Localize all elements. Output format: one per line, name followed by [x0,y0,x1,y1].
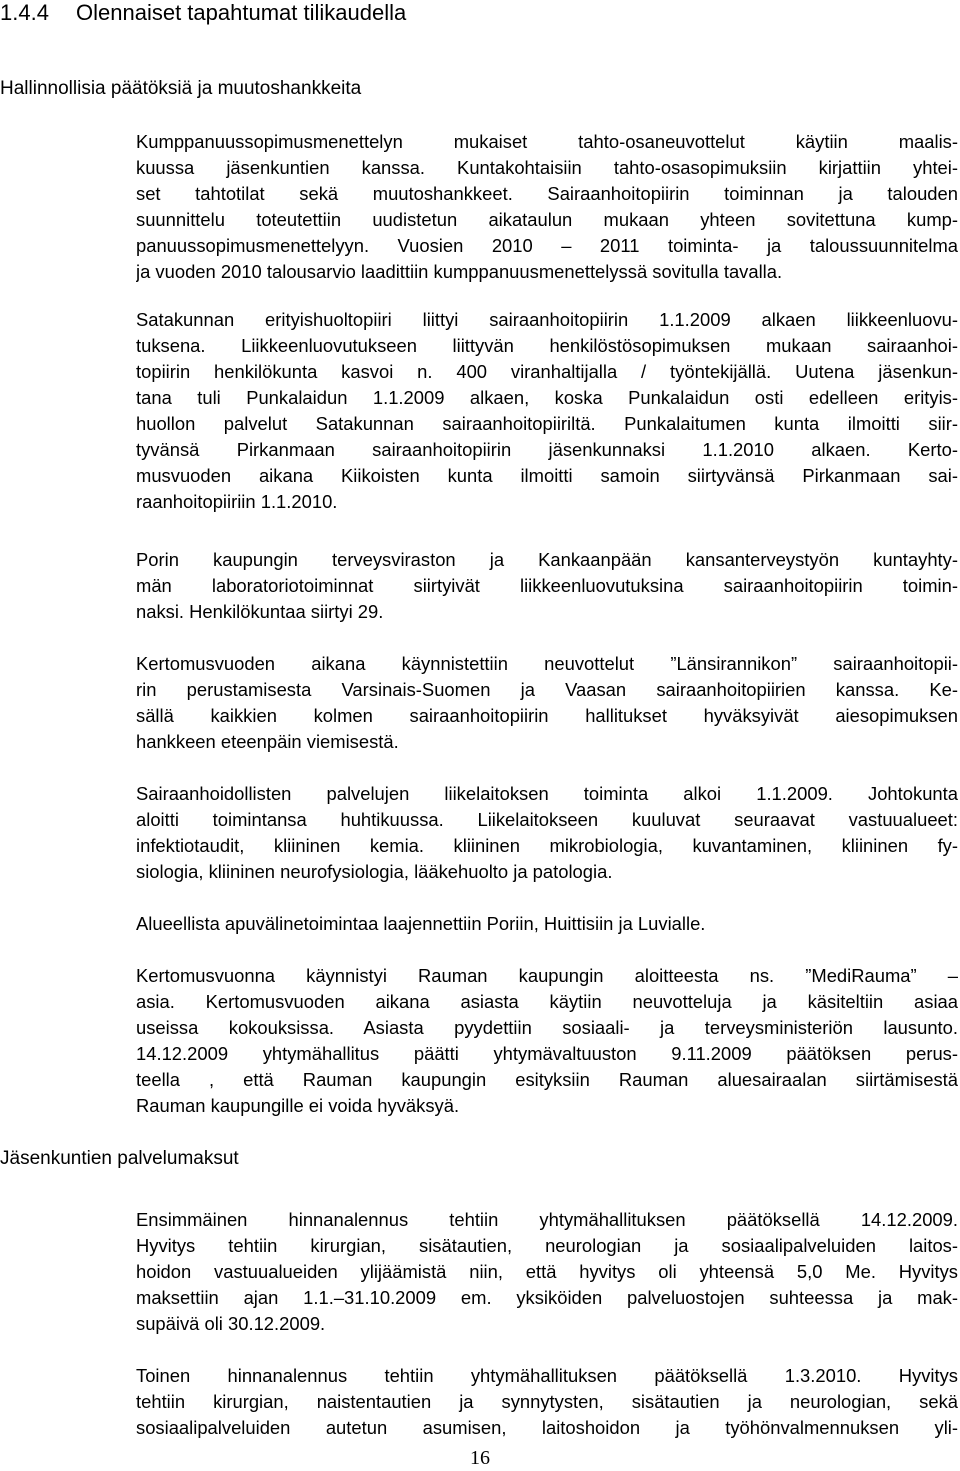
text-line: musvuoden aikana Kiikoisten kunta ilmoitti samoin siirtyvänsä Pirkanmaan sai- [136,465,958,486]
text-line: Hyvitys tehtiin kirurgian, sisätautien, neurologian ja sosiaalipalveluiden laitos- [136,1235,958,1256]
paragraph-laboratoriotoiminnat [136,547,958,625]
subheading-hallinnollisia: Hallinnollisia päätöksiä ja muutoshankkeita [0,78,362,99]
text-line: siologia, kliininen neurofysiologia, lääkehuolto ja patologia. [136,861,613,882]
text-line: sällä kaikkien kolmen sairaanhoitopiirin hallitukset hyväksyivät aiesopimuksen [136,705,958,726]
text-line: set tahtotilat sekä muutoshankkeet. Sairaanhoitopiirin toiminnan ja talouden [136,183,958,204]
subheading-palvelumaksut: Jäsenkuntien palvelumaksut [0,1148,239,1169]
text-line: Satakunnan erityishuoltopiiri liittyi sairaanhoitopiirin 1.1.2009 alkaen liikkeenluovu- [136,309,958,330]
text-line: män laboratoriotoiminnat siirtyivät liikkeenluovutuksina sairaanhoitopiirin toimin- [136,575,958,596]
text-line: teella , että Rauman kaupungin esityksiin Rauman aluesairaalan siirtämisestä [136,1069,958,1090]
text-line: maksettiin ajan 1.1.–31.10.2009 em. yksiköiden palveluostojen suhteessa ja mak- [136,1287,958,1308]
paragraph-lansirannikko [136,651,958,755]
text-line: Kertomusvuoden aikana käynnistettiin neuvottelut ”Länsirannikon” sairaanhoitopii- [136,653,958,674]
text-line: 14.12.2009 yhtymähallitus päätti yhtymävaltuuston 9.11.2009 päätöksen perus- [136,1043,958,1064]
text-line: sosiaalipalveluiden autetun asumisen, laitoshoidon ja työhönvalmennuksen yli- [136,1417,958,1438]
text-line: huollon palvelut Satakunnan sairaanhoitopiiriltä. Punkalaitumen kunta ilmoitti siir- [136,413,958,434]
text-line: Sairaanhoidollisten palvelujen liikelaitoksen toiminta alkoi 1.1.2009. Johtokunta [136,783,958,804]
text-line: Kertomusvuonna käynnistyi Rauman kaupungin aloitteesta ns. ”MediRauma” – [136,965,958,986]
text-line: Ensimmäinen hinnanalennus tehtiin yhtymähallituksen päätöksellä 14.12.2009. [136,1209,958,1230]
text-line: asia. Kertomusvuoden aikana asiasta käytiin neuvotteluja ja käsiteltiin asiaa [136,991,958,1012]
paragraph-apuvalinetoiminta [136,911,958,937]
text-line: raanhoitopiiriin 1.1.2010. [136,491,338,512]
text-line: kuussa jäsenkuntien kanssa. Kuntakohtaisiin tahto-osasopimuksiin kirjattiin yhtei- [136,157,958,178]
section-title: Olennaiset tapahtumat tilikaudella [76,0,407,25]
text-line: useissa kokouksissa. Asiasta pyydettiin sosiaali- ja terveysministeriön lausunto. [136,1017,958,1038]
text-line: ja vuoden 2010 talousarvio laadittiin kumppanuusmenettelyssä sovitulla tavalla. [136,261,783,282]
paragraph-liikelaitos [136,781,958,885]
text-line: Toinen hinnanalennus tehtiin yhtymähallituksen päätöksellä 1.3.2010. Hyvitys [136,1365,958,1386]
text-line: hankkeen eteenpäin viemisestä. [136,731,399,752]
section-heading [0,0,406,26]
text-line: tyvänsä Pirkanmaan sairaanhoitopiirin jäsenkunnaksi 1.1.2010 alkaen. Kerto- [136,439,958,460]
text-line: topiirin henkilökunta kasvoi n. 400 viranhaltijalla / työntekijällä. Uutena jäsenkun- [136,361,958,382]
text-line: panuussopimusmenettelyyn. Vuosien 2010 – 2011 toiminta- ja taloussuunnitelma [136,235,958,256]
section-number: 1.4.4 [0,0,49,25]
text-line: hoidon vastuualueiden ylijäämistä niin, että hyvitys oli yhteensä 5,0 Me. Hyvitys [136,1261,958,1282]
paragraph-ensimmainen-hinnanalennus [136,1207,958,1337]
text-line: Alueellista apuvälinetoimintaa laajennettiin Poriin, Huittisiin ja Luvialle. [136,913,706,934]
text-line: suunnittelu toteutettiin uudistetun aikataulun mukaan yhteen sovitettuna kump- [136,209,958,230]
text-line: Rauman kaupungille ei voida hyväksyä. [136,1095,460,1116]
text-line: infektiotaudit, kliininen kemia. kliininen mikrobiologia, kuvantaminen, kliininen fy- [136,835,958,856]
text-line: tehtiin kirurgian, naistentautien ja synnytysten, sisätautien ja neurologian, sekä [136,1391,958,1412]
text-line: aloitti toimintansa huhtikuussa. Liikelaitokseen kuuluvat seuraavat vastuualueet: [136,809,958,830]
text-line: supäivä oli 30.12.2009. [136,1313,326,1334]
text-line: naksi. Henkilökuntaa siirtyi 29. [136,601,384,622]
page-number: 16 [470,1447,490,1469]
text-line: rin perustamisesta Varsinais-Suomen ja Vaasan sairaanhoitopiirien kanssa. Ke- [136,679,958,700]
text-line: tana tuli Punkalaidun 1.1.2009 alkaen, koska Punkalaidun osti edelleen erityis- [136,387,958,408]
paragraph-tahto-osaneuvottelut [136,129,958,285]
paragraph-erityishuoltopiiri [136,307,958,515]
paragraph-toinen-hinnanalennus [136,1363,958,1441]
text-line: Porin kaupungin terveysviraston ja Kankaanpään kansanterveystyön kuntayhty- [136,549,958,570]
text-line: Kumppanuussopimusmenettelyn mukaiset tahto-osaneuvottelut käytiin maalis- [136,131,958,152]
paragraph-medirauma [136,963,958,1119]
text-line: tuksena. Liikkeenluovutukseen liittyvän henkilöstösopimuksen mukaan sairaanhoi- [136,335,958,356]
